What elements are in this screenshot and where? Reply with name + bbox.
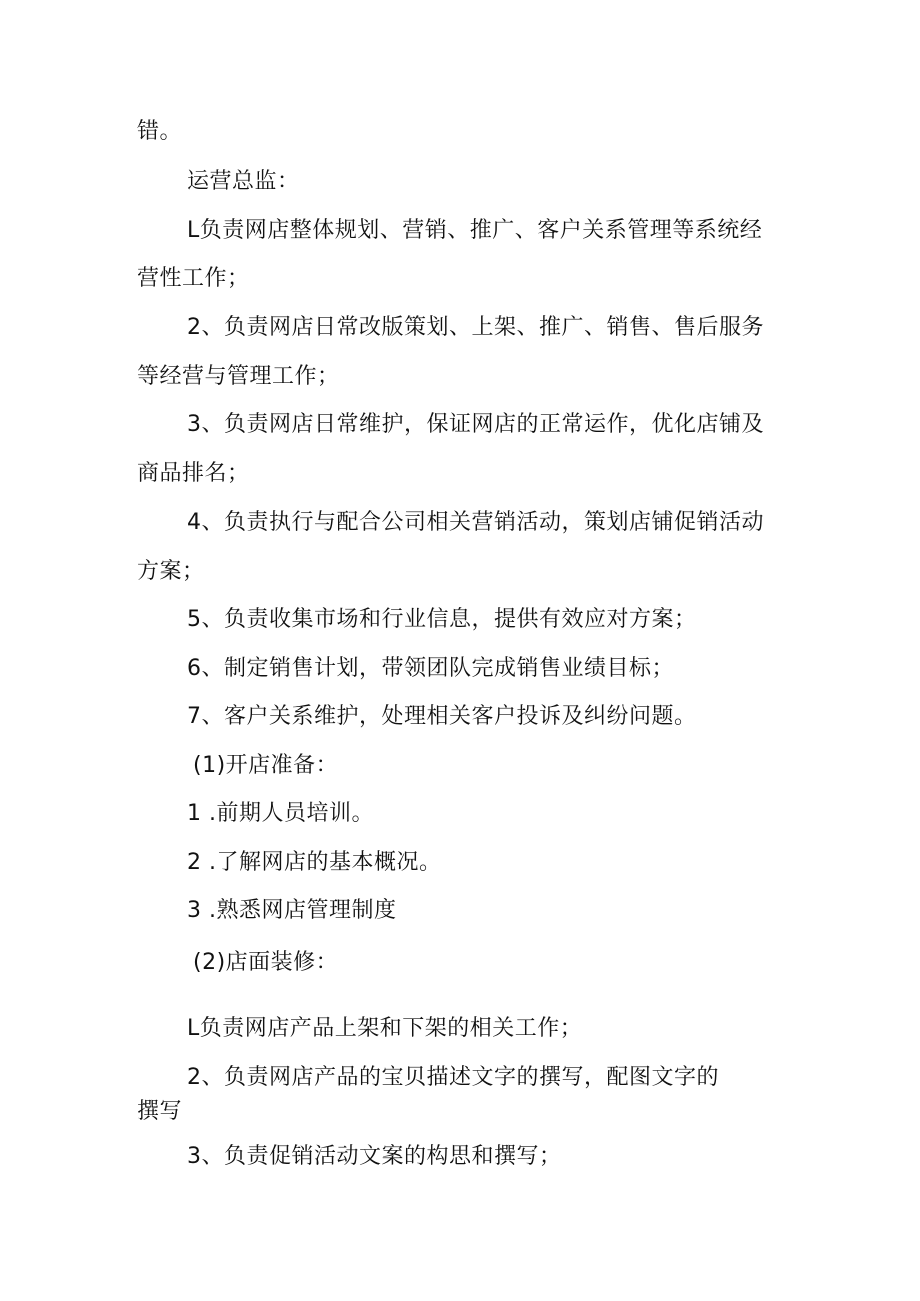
list-item: 4、负责执行与配合公司相关营销活动，策划店铺促销活动	[187, 510, 764, 535]
subsection-heading: (1)开店准备：	[193, 753, 339, 778]
list-item: L负责网店整体规划、营销、推广、客户关系管理等系统经	[187, 218, 763, 243]
text-line: 错。	[137, 119, 183, 144]
list-item: 2 .了解网店的基本概况。	[187, 850, 442, 875]
list-item: 1 .前期人员培训。	[187, 801, 374, 826]
list-item: 6、制定销售计划，带领团队完成销售业绩目标；	[187, 656, 674, 681]
list-item: 3 .熟悉网店管理制度	[187, 898, 397, 923]
list-item-continuation: 商品排名；	[137, 461, 250, 486]
list-item: 3、负责网店日常维护，保证网店的正常运作，优化店铺及	[187, 412, 764, 437]
list-item: 5、负责收集市场和行业信息，提供有效应对方案；	[187, 607, 697, 632]
list-item: 2、负责网店日常改版策划、上架、推广、销售、售后服务	[187, 315, 764, 340]
list-item: L负责网店产品上架和下架的相关工作；	[187, 1016, 583, 1041]
section-heading: 运营总监：	[187, 169, 300, 194]
list-item: 3、负责促销活动文案的构思和撰写；	[187, 1144, 562, 1169]
list-item-continuation: 撰写	[137, 1099, 183, 1124]
list-item-continuation: 方案；	[137, 559, 205, 584]
list-item-continuation: 营性工作；	[137, 266, 250, 291]
subsection-heading: (2)店面装修：	[193, 950, 339, 975]
list-item: 2、负责网店产品的宝贝描述文字的撰写，配图文字的	[187, 1065, 719, 1090]
list-item: 7、客户关系维护，处理相关客户投诉及纠纷问题。	[187, 704, 697, 729]
list-item-continuation: 等经营与管理工作；	[137, 364, 340, 389]
